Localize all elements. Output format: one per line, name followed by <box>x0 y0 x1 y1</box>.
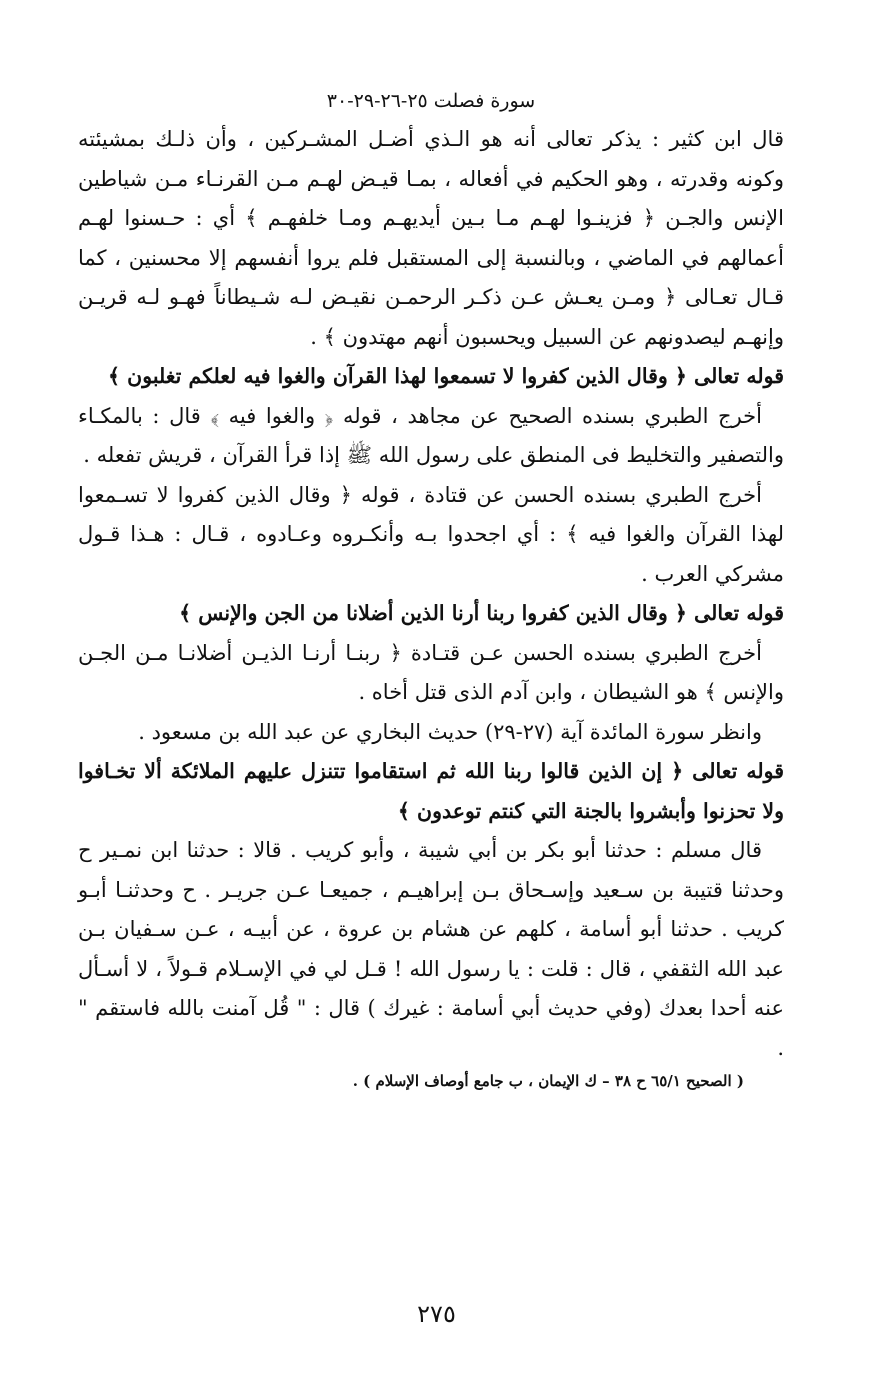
page-number: ٢٧٥ <box>417 1300 456 1328</box>
paragraph-cross-reference: وانظر سورة المائدة آية (٢٧-٢٩) حديث البخاري عن عبد الله بن مسعود . <box>138 719 762 744</box>
paragraph-tabari-qatada-jinn: أخرج الطبري بسنده الحسن عـن قتـادة ﴿ ربنـا أرنـا الذيـن أضلانـا مـن الجـن والإنس ﴾ هو الشيطان ، وابن آدم الذى قتل أخاه . <box>78 640 784 704</box>
page-body <box>78 86 784 1094</box>
source-reference: ( الصحيح ٦٥/١ ح ٣٨ – ك الإيمان ، ب جامع أوصاف الإسلام ) . <box>352 1072 744 1090</box>
paragraph-muslim-hadith: قال مسلم : حدثنا أبو بكر بن أبي شيبة ، وأبو كريب . قالا : حدثنا ابن نمـير ح وحدثنا قتيبة بن سـعيد وإسـحاق بـن إبراهيـم ، جميعـا عـن جريـر . ح وحدثنـا أبـو كريب . حدثنا أبو أسامة ، كلهم عن هشام بن عروة ، عن أبيـه ، عـن سـفيان بـن عبد الله الثقفي ، قال : قلت : يا رسول الله ! قـل لي في الإسـلام قـولاً ، لا أسـأل عنه أحدا بعدك (وفي حديث أبي أسامة : غيرك ) قال : " قُل آمنت بالله فاستقم " . <box>78 838 785 1060</box>
verse-heading: قوله تعالى ﴿ وقال الذين كفروا ربنا أرنا الذين أضلانا من الجن والإنس ﴾ <box>179 601 784 625</box>
running-header: سورة فصلت ٢٥-٢٦-٢٩-٣٠ <box>326 90 536 112</box>
verse-heading: قوله تعالى ﴿ إن الذين قالوا ربنا الله ثم استقاموا تتنزل عليهم الملائكة ألا تخـافوا ولا تحزنوا وأبشروا بالجنة التي كنتم توعدون ﴾ <box>78 759 784 823</box>
paragraph-tabari-qatada: أخرج الطبري بسنده الحسن عن قتادة ، قوله ﴿ وقال الذين كفروا لا تسـمعوا لهذا القرآن والغوا فيه ﴾ : أي اجحدوا بـه وأنكـروه وعـادوه ، قـال : هـذا قـول مشركي العرب . <box>78 482 784 586</box>
paragraph-ibn-kathir: قال ابن كثير : يذكر تعالى أنه هو الـذي أضـل المشـركين ، وأن ذلـك بمشيئته وكونه وقدرته ، وهو الحكيم في أفعاله ، بمـا قيـض لهـم مـن القرنـاء مـن شياطين الإنس والجـن ﴿ فزينـوا لهـم مـا بـين أيديهـم ومـا خلفهـم ﴾ أي : حـسنوا لهـم أعمالهم في الماضي ، وبالنسبة إلى المستقبل فلم يروا أنفسهم إلا محسنين ، كما قـال تعـالى ﴿ ومـن يعـش عـن ذكـر الرحمـن نقيـض لـه شـيطاناً فهـو لـه قريـن وإنهـم ليصدونهم عن السبيل ويحسبون أنهم مهتدون ﴾ . <box>78 127 784 349</box>
paragraph-tabari-mujahid: أخرج الطبري بسنده الصحيح عن مجاهد ، قوله ﴿ والغوا فيه ﴾ قال : بالمكـاء والتصفير والتخليط فى المنطق على رسول الله ﷺ إذا قرأ القرآن ، قريش تفعله . <box>78 403 784 467</box>
verse-heading: قوله تعالى ﴿ وقال الذين كفروا لا تسمعوا لهذا القرآن والغوا فيه لعلكم تغلبون ﴾ <box>108 364 784 388</box>
